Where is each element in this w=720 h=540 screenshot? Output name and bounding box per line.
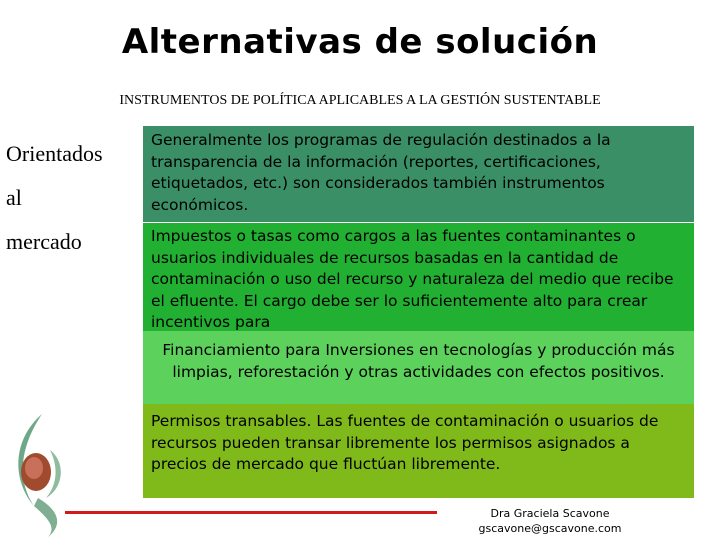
side-label-line-3: mercado [6, 229, 82, 254]
side-label-line-2: al [6, 185, 22, 210]
info-box-financing: Financiamiento para Inversiones en tecnologías y producción más limpias, reforestación y otras actividades con efectos positivos. [143, 331, 694, 409]
side-label-line-1: Orientados [6, 141, 103, 166]
footer-credit [440, 506, 660, 536]
slide-subtitle: INSTRUMENTOS DE POLÍTICA APLICABLES A LA GESTIÓN SUSTENTABLE [119, 93, 601, 108]
slide-title: Alternativas de solución [121, 22, 599, 62]
footer-divider [65, 511, 437, 514]
footer-email: gscavone@gscavone.com [478, 522, 622, 535]
leaf-swirl-logo-icon [4, 410, 72, 538]
info-box-taxes: Impuestos o tasas como cargos a las fuentes contaminantes o usuarios individuales de recursos basadas en la cantidad de contaminación o uso del recurso y naturaleza del medio que recibe el efluente. El cargo debe ser lo suficientemente alto para crear incentivos para [143, 223, 694, 331]
footer-author: Dra Graciela Scavone [490, 507, 610, 520]
side-label [6, 132, 103, 264]
info-box-permits: Permisos transables. Las fuentes de contaminación o usuarios de recursos pueden transar libremente los permisos asignados a precios de mercado que fluctúan libremente. [143, 404, 694, 498]
info-box-transparency: Generalmente los programas de regulación destinados a la transparencia de la información (reportes, certificaciones, etiquetados, etc.) son considerados también instrumentos económicos. [143, 126, 694, 222]
